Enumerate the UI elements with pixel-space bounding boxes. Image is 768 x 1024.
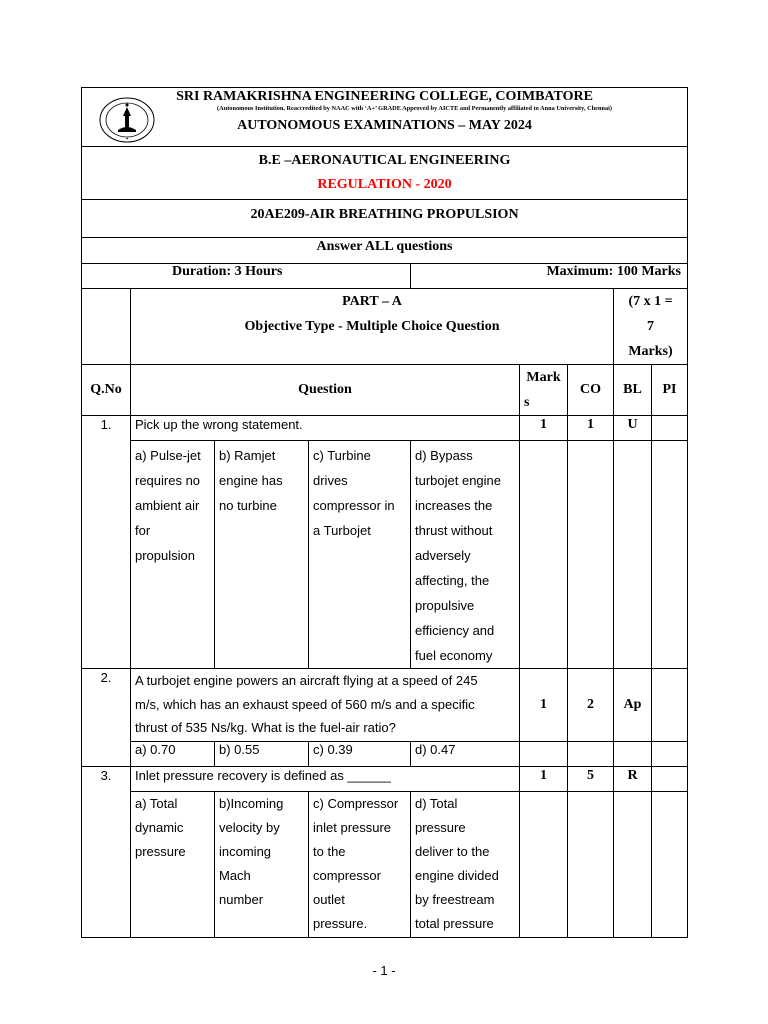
question-marks: 1 bbox=[520, 416, 568, 441]
instruction-row bbox=[82, 238, 688, 264]
option-c: c) 0.39 bbox=[309, 742, 411, 767]
question-text: A turbojet engine powers an aircraft flying at a speed of 245 m/s, which has an exhaust speed of 560 m/s and a specific thrust of 535 Ns/kg. What is the fuel-air ratio? bbox=[131, 669, 520, 742]
course-title: 20AE209-AIR BREATHING PROPULSION bbox=[82, 200, 688, 238]
question-row bbox=[82, 416, 688, 441]
max-marks: Maximum: 100 Marks bbox=[411, 264, 688, 289]
program-name: B.E –AERONAUTICAL ENGINEERING bbox=[258, 153, 511, 168]
question-pi bbox=[652, 416, 688, 441]
question-pi bbox=[652, 669, 688, 742]
option-a: a) Pulse-jet requires no ambient air for propulsion bbox=[131, 441, 215, 669]
question-pi bbox=[652, 767, 688, 792]
column-header-row bbox=[82, 365, 688, 416]
course-row bbox=[82, 200, 688, 238]
question-co: 1 bbox=[568, 416, 614, 441]
question-number: 2. bbox=[82, 669, 131, 767]
question-bl: Ap bbox=[614, 669, 652, 742]
college-header-row bbox=[82, 88, 688, 147]
col-question: Question bbox=[131, 365, 520, 416]
options-row bbox=[82, 792, 688, 938]
col-bl: BL bbox=[614, 365, 652, 416]
college-accreditation: (Autonomous Institution, Reaccredited by NAAC with ‘A+’ GRADE Approved by AICTE and Permanently affiliated to Anna University, Chennai) bbox=[217, 105, 612, 112]
option-d: d) Bypass turbojet engine increases the thrust without adversely affecting, the propulsive efficiency and fuel economy bbox=[411, 441, 520, 669]
option-a: a) 0.70 bbox=[131, 742, 215, 767]
part-row bbox=[82, 289, 688, 365]
col-pi: PI bbox=[652, 365, 688, 416]
question-text: Inlet pressure recovery is defined as ______ bbox=[131, 767, 520, 792]
question-text: Pick up the wrong statement. bbox=[131, 416, 520, 441]
col-marks: Mark s bbox=[520, 365, 568, 416]
page-number: - 1 - bbox=[372, 963, 396, 978]
college-name: SRI RAMAKRISHNA ENGINEERING COLLEGE, COIMBATORE bbox=[176, 89, 593, 104]
exam-table bbox=[81, 87, 688, 938]
question-co: 5 bbox=[568, 767, 614, 792]
col-co: CO bbox=[568, 365, 614, 416]
part-marks: (7 x 1 = 7 Marks) bbox=[614, 289, 688, 365]
option-d: d) 0.47 bbox=[411, 742, 520, 767]
regulation: REGULATION - 2020 bbox=[317, 177, 452, 192]
question-marks: 1 bbox=[520, 669, 568, 742]
svg-text:✦: ✦ bbox=[125, 136, 129, 141]
option-b: b) 0.55 bbox=[215, 742, 309, 767]
college-header bbox=[82, 88, 688, 147]
option-b: b) Ramjet engine has no turbine bbox=[215, 441, 309, 669]
exam-title: AUTONOMOUS EXAMINATIONS – MAY 2024 bbox=[237, 118, 532, 133]
exam-paper bbox=[81, 87, 687, 938]
instruction: Answer ALL questions bbox=[82, 238, 688, 264]
duration: Duration: 3 Hours bbox=[82, 264, 411, 289]
option-b: b)Incoming velocity by incoming Mach number bbox=[215, 792, 309, 938]
option-a: a) Total dynamic pressure bbox=[131, 792, 215, 938]
question-co: 2 bbox=[568, 669, 614, 742]
option-c: c) Compressor inlet pressure to the compressor outlet pressure. bbox=[309, 792, 411, 938]
question-row bbox=[82, 767, 688, 792]
duration-row bbox=[82, 264, 688, 289]
options-row bbox=[82, 441, 688, 669]
question-marks: 1 bbox=[520, 767, 568, 792]
question-row bbox=[82, 669, 688, 742]
question-number: 3. bbox=[82, 767, 131, 938]
col-qno: Q.No bbox=[82, 365, 131, 416]
options-row bbox=[82, 742, 688, 767]
part-title: PART – A bbox=[342, 294, 402, 309]
part-subtitle: Objective Type - Multiple Choice Question bbox=[244, 319, 500, 334]
question-bl: R bbox=[614, 767, 652, 792]
question-number: 1. bbox=[82, 416, 131, 669]
program-row bbox=[82, 147, 688, 200]
option-c: c) Turbine drives compressor in a Turbojet bbox=[309, 441, 411, 669]
question-bl: U bbox=[614, 416, 652, 441]
option-d: d) Total pressure deliver to the engine divided by freestream total pressure bbox=[411, 792, 520, 938]
